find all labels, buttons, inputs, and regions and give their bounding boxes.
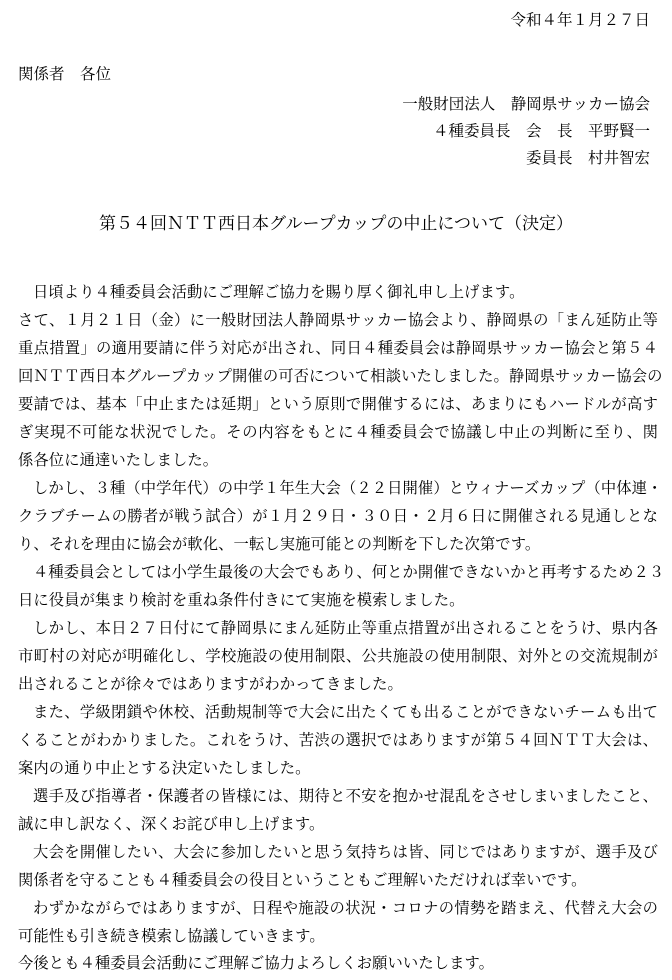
document-title: 第５４回ＮＴＴ西日本グループカップの中止について（決定） xyxy=(99,214,573,234)
body-line: わずかながらではありますが、日程や施設の状況・コロナの情勢を踏まえ、代替え大会の xyxy=(33,899,658,917)
body-line: ぎ実現不可能な状況でした。その内容をもとに４種委員会で協議し中止の判断に至り、関 xyxy=(18,423,658,441)
body-line: 関係者を守ることも４種委員会の役目ということもご理解いただければ幸いです。 xyxy=(18,871,587,889)
body-line: 大会を開催したい、大会に参加したいと思う気持ちは皆、同じではありますが、選手及び xyxy=(33,843,658,861)
body-line: 要請では、基本「中止または延期」という原則で開催するには、あまりにもハードルが高す xyxy=(18,395,658,413)
body-line: 重点措置」の適用要請に伴う対応が出され、同日４種委員会は静岡県サッカー協会と第５４ xyxy=(18,339,658,357)
body-line: さて、１月２１日（金）に一般財団法人静岡県サッカー協会より、静岡県の「まん延防止等 xyxy=(18,311,658,329)
recipient-line: 関係者 各位 xyxy=(18,65,112,83)
body-line: しかし、本日２７日付にて静岡県にまん延防止等重点措置が出されることをうけ、県内各 xyxy=(33,619,658,637)
body-line: 出されることが徐々ではありますがわかってきました。 xyxy=(18,675,403,693)
body-line: 日頃より４種委員会活動にご理解ご協力を賜り厚く御礼申し上げます。 xyxy=(33,283,525,301)
body-line: 誠に申し訳なく、深くお詫び申し上げます。 xyxy=(18,815,325,833)
body-line: クラブチームの勝者が戦う試合）が１月２９日・３０日・２月６日に開催される見通しとな xyxy=(18,507,658,525)
body-line: 選手及び指導者・保護者の皆様には、期待と不安を抱かせ混乱をさせしまいましたこと、 xyxy=(33,787,658,805)
body-line: り、それを理由に協会が軟化、一転し実施可能との判断を下した次第です。 xyxy=(18,535,541,553)
body-line: 日に役員が集まり検討を重ね条件付きにて実施を模索しました。 xyxy=(18,591,465,609)
sender-organization: 一般財団法人 静岡県サッカー協会 xyxy=(402,95,650,113)
sender-chairperson: ４種委員長 会 長 平野賢一 xyxy=(432,122,650,140)
body-line: 係各位に通達いたしました。 xyxy=(18,451,219,469)
body-line: 市町村の対応が明確化し、学校施設の使用制限、公共施設の使用制限、対外との交流規制が xyxy=(18,647,658,665)
document-date: 令和４年１月２７日 xyxy=(510,11,650,29)
body-line: 回ＮＴＴ西日本グループカップ開催の可否について相談いたしました。静岡県サッカー協会の xyxy=(18,367,663,385)
sender-committee-member: 委員長 村井智宏 xyxy=(525,149,650,167)
body-line: ４種委員会としては小学生最後の大会でもあり、何とか開催できないかと再考するため２３ xyxy=(33,563,665,581)
body-line: 案内の通り中止とする決定いたしました。 xyxy=(18,759,311,777)
body-line: また、学級閉鎖や休校、活動規制等で大会に出たくても出ることができないチームも出て xyxy=(33,703,658,721)
body-line: 可能性も引き続き模索し協議していきます。 xyxy=(18,927,325,945)
body-line: しかし、３種（中学年代）の中学１年生大会（２２日開催）とウィナーズカップ（中体連・ xyxy=(33,479,663,497)
body-line: くることがわかりました。これをうけ、苦渋の選択ではありますが第５４回ＮＴＴ大会は、 xyxy=(18,731,658,749)
body-line: 今後とも４種委員会活動にご理解ご協力よろしくお願いいたします。 xyxy=(18,954,495,972)
